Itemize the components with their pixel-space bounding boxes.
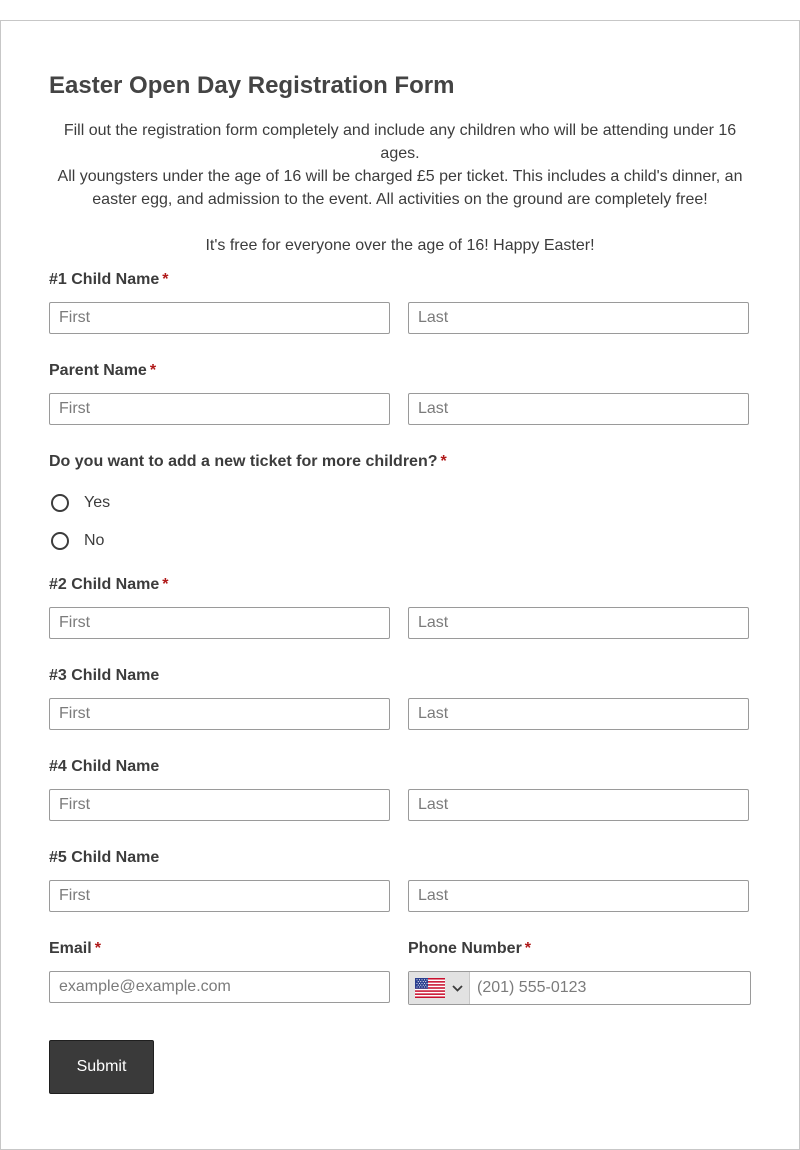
child2-label (49, 576, 169, 594)
intro-line-1: Fill out the registration form completely and include any children who will be attending under 16 ages. (63, 122, 737, 162)
child1-label-text: #1 Child Name (49, 271, 160, 288)
child1-label (49, 271, 169, 289)
required-marker: * (162, 576, 169, 593)
child5-label-text: #5 Child Name (49, 849, 160, 866)
email-label (49, 940, 101, 958)
radio-no-circle[interactable] (51, 532, 69, 550)
form-title: Easter Open Day Registration Form (49, 72, 455, 99)
chevron-down-icon (452, 985, 463, 992)
us-flag-icon (415, 978, 445, 998)
radio-yes-label: Yes (84, 494, 111, 511)
child2-last-name-input[interactable] (408, 607, 749, 639)
more-children-label-text: Do you want to add a new ticket for more children? (49, 453, 438, 470)
child2-first-name-input[interactable] (49, 607, 390, 639)
child4-first-name-input[interactable] (49, 789, 390, 821)
child5-last-name-input[interactable] (408, 880, 749, 912)
phone-label (408, 940, 531, 958)
child4-label-text: #4 Child Name (49, 758, 160, 775)
email-field[interactable] (49, 971, 390, 1003)
child3-label-text: #3 Child Name (49, 667, 160, 684)
intro-line-2: All youngsters under the age of 16 will be charged £5 per ticket. This includes a child's dinner, an easter egg, and admission to the event. All activities on the ground are completely free! (57, 168, 743, 208)
child3-first-name-input[interactable] (49, 698, 390, 730)
child1-first-name-input[interactable] (49, 302, 390, 334)
form-intro (57, 119, 743, 257)
radio-no-label: No (84, 532, 105, 549)
child4-last-name-input[interactable] (408, 789, 749, 821)
intro-spacer (57, 211, 743, 234)
child1-last-name-input[interactable] (408, 302, 749, 334)
email-label-text: Email (49, 940, 92, 957)
country-code-select[interactable] (409, 972, 470, 1004)
child3-label (49, 667, 159, 685)
child3-last-name-input[interactable] (408, 698, 749, 730)
phone-number-input[interactable] (470, 973, 750, 1003)
child5-first-name-input[interactable] (49, 880, 390, 912)
child4-label (49, 758, 159, 776)
parent-last-name-input[interactable] (408, 393, 749, 425)
radio-yes[interactable] (51, 494, 110, 512)
child2-label-text: #2 Child Name (49, 576, 160, 593)
more-children-label (49, 453, 447, 471)
parent-label (49, 362, 156, 380)
registration-form (0, 20, 800, 1150)
phone-field-group (408, 971, 751, 1005)
required-marker: * (440, 453, 447, 470)
parent-first-name-input[interactable] (49, 393, 390, 425)
phone-label-text: Phone Number (408, 940, 522, 957)
parent-label-text: Parent Name (49, 362, 147, 379)
required-marker: * (149, 362, 157, 379)
radio-yes-circle[interactable] (51, 494, 69, 512)
submit-button[interactable]: Submit (49, 1040, 154, 1094)
required-marker: * (162, 271, 169, 288)
radio-no[interactable] (51, 532, 104, 550)
required-marker: * (94, 940, 101, 957)
child5-label (49, 849, 159, 867)
required-marker: * (524, 940, 532, 957)
intro-line-3: It's free for everyone over the age of 16! Happy Easter! (205, 237, 595, 254)
